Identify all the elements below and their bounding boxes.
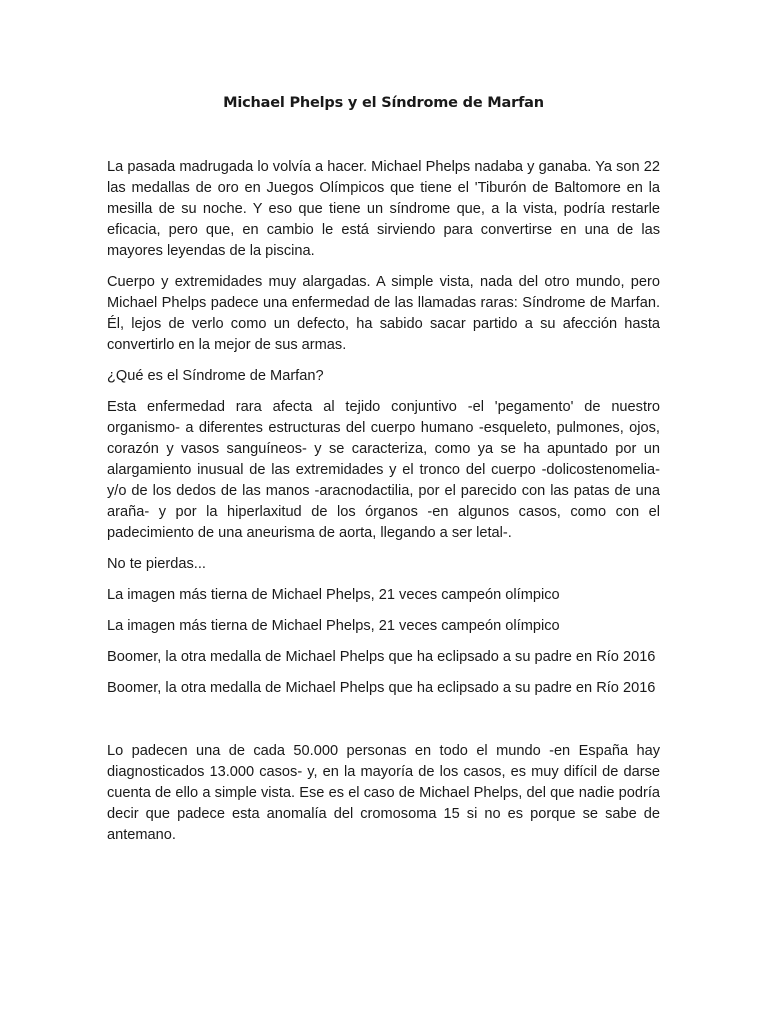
paragraph-prevalence: Lo padecen una de cada 50.000 personas en todo el mundo -en España hay diagnosticados 13.000 casos- y, en la mayoría de los casos, es muy difícil de darse cuenta de ello a simple vista. Ese es el caso de Michael Phelps, del que nadie podría decir que padece esta anomalía del cromosoma 15 si no es porque se sabe de antemano. <box>107 743 660 843</box>
blank-gap <box>107 709 660 741</box>
related-heading: No te pierdas... <box>107 556 206 572</box>
related-item: La imagen más tierna de Michael Phelps, 21 veces campeón olímpico <box>107 618 560 634</box>
related-item: Boomer, la otra medalla de Michael Phelps que ha eclipsado a su padre en Río 2016 <box>107 649 656 665</box>
related-item: La imagen más tierna de Michael Phelps, 21 veces campeón olímpico <box>107 587 560 603</box>
section-heading-question: ¿Qué es el Síndrome de Marfan? <box>107 368 324 384</box>
paragraph-definition: Esta enfermedad rara afecta al tejido conjuntivo -el 'pegamento' de nuestro organismo- a diferentes estructuras del cuerpo humano -esqueleto, pulmones, ojos, corazón y vasos sanguíneos- y se caracteriza, como ya se ha apuntado por un alargamiento inusual de las extremidades y el tronco del cuerpo -dolicostenomelia- y/o de los dedos de las manos -aracnodactilia, por el parecido con las patas de una araña- y por la hiperlaxitud de los órganos -en algunos casos, como con el padecimiento de una aneurisma de aorta, llegando a ser letal-. <box>107 399 660 541</box>
paragraph-intro: La pasada madrugada lo volvía a hacer. Michael Phelps nadaba y ganaba. Ya son 22 las medallas de oro en Juegos Olímpicos que tiene el 'Tiburón de Baltomore en la mesilla de su noche. Y eso que tiene un síndrome que, a la vista, podría restarle eficacia, pero que, en cambio le está sirviendo para convertirse en una de las mayores leyendas de la piscina. <box>107 159 660 259</box>
related-item: Boomer, la otra medalla de Michael Phelps que ha eclipsado a su padre en Río 2016 <box>107 680 656 696</box>
paragraph-body: Cuerpo y extremidades muy alargadas. A simple vista, nada del otro mundo, pero Michael Phelps padece una enfermedad de las llamadas raras: Síndrome de Marfan. Él, lejos de verlo como un defecto, ha sabido sacar partido a su afección hasta convertirlo en la mejor de sus armas. <box>107 274 660 353</box>
document-title: Michael Phelps y el Síndrome de Marfan <box>223 95 544 111</box>
document-body <box>107 157 660 846</box>
